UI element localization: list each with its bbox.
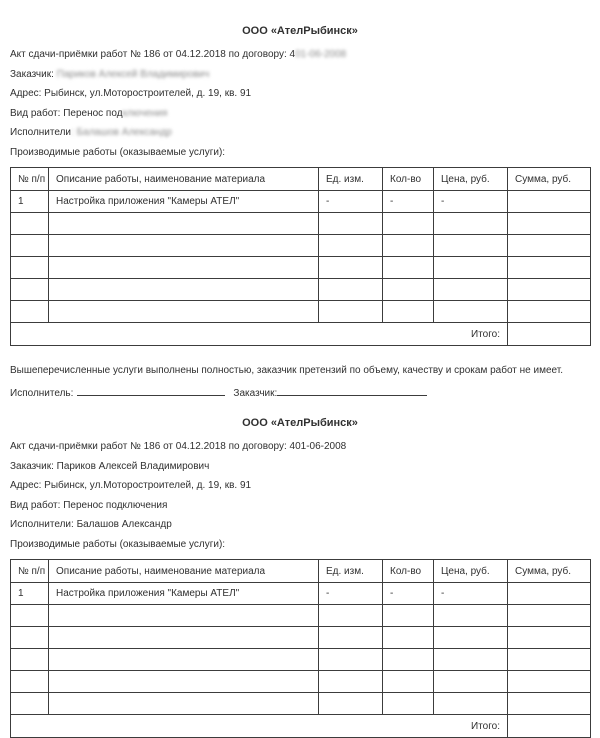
table-header-row: [11, 560, 591, 583]
table-total-row: [11, 715, 591, 738]
table-cell: [434, 213, 508, 235]
address-line: Адрес: Рыбинск, ул.Моторостроителей, д. 19, кв. 91: [10, 88, 252, 99]
executor-signature-blank: [77, 386, 225, 396]
works-table-2: [10, 559, 591, 738]
table-cell: [11, 301, 49, 323]
table-cell: -: [383, 191, 434, 213]
table-empty-row: [11, 279, 591, 301]
works-table-1: [10, 167, 591, 346]
table-cell: -: [434, 583, 508, 605]
customer-signature-label: Заказчик:: [233, 387, 278, 399]
table-cell: [508, 671, 591, 693]
table-cell: [49, 649, 319, 671]
act-number-line: Акт сдачи-приёмки работ № 186 от 04.12.2018 по договору: 401-06-2008: [10, 441, 347, 452]
table-cell: [49, 693, 319, 715]
table-cell: [319, 235, 383, 257]
table-cell: [383, 649, 434, 671]
company-title: ООО «АтелРыбинск»: [242, 25, 358, 37]
work-type-text: Вид работ: Перенос под: [10, 107, 123, 119]
table-cell: [434, 649, 508, 671]
table-cell: [508, 301, 591, 323]
table-cell: [319, 627, 383, 649]
table-cell: [508, 213, 591, 235]
act-number-text: Акт сдачи-приёмки работ № 186 от 04.12.2018 по договору: 4: [10, 49, 296, 60]
executors-line: [10, 128, 590, 139]
customer-line: [10, 70, 590, 81]
column-header: Описание работы, наименование материала: [49, 560, 319, 583]
table-cell: [434, 627, 508, 649]
executors-label: Исполнители: [10, 127, 72, 138]
table-empty-row: [11, 649, 591, 671]
table-cell: [508, 279, 591, 301]
customer-line: Заказчик: Париков Алексей Владимирович: [10, 460, 210, 472]
signature-line: [10, 386, 590, 400]
table-cell: [11, 235, 49, 257]
table-cell: -: [319, 191, 383, 213]
works-intro-line: Производимые работы (оказываемые услуги):: [10, 146, 226, 158]
table-cell: 1: [11, 191, 49, 213]
table-cell: [49, 605, 319, 627]
work-type-redacted: ключения: [122, 107, 168, 119]
table-cell: [11, 257, 49, 279]
table-empty-row: [11, 213, 591, 235]
column-header: Кол-во: [383, 168, 434, 191]
column-header: Ед. изм.: [319, 168, 383, 191]
table-cell: [11, 649, 49, 671]
table-empty-row: [11, 257, 591, 279]
work-type-line: Вид работ: Перенос подключения: [10, 499, 168, 511]
table-cell: [319, 279, 383, 301]
column-header: Цена, руб.: [434, 560, 508, 583]
act-number-line: [10, 50, 590, 61]
table-cell: [508, 693, 591, 715]
address-line: Адрес: Рыбинск, ул.Моторостроителей, д. 19, кв. 91: [10, 480, 252, 491]
executors-name-redacted: : Балашов Александр: [71, 127, 172, 138]
table-cell: [49, 627, 319, 649]
table-cell: -: [434, 191, 508, 213]
table-empty-row: [11, 301, 591, 323]
table-cell: [434, 235, 508, 257]
customer-label: Заказчик:: [10, 68, 57, 80]
table-cell: [508, 257, 591, 279]
table-cell: [508, 627, 591, 649]
table-cell: [319, 301, 383, 323]
column-header: № п/п: [11, 168, 49, 191]
table-cell: [49, 671, 319, 693]
table-cell: [383, 693, 434, 715]
table-cell: [11, 671, 49, 693]
company-title: ООО «АтелРыбинск»: [242, 417, 358, 429]
table-empty-row: [11, 627, 591, 649]
works-intro-line: Производимые работы (оказываемые услуги):: [10, 538, 226, 550]
executors-line: Исполнители: Балашов Александр: [10, 519, 172, 530]
table-cell: [319, 605, 383, 627]
completion-note: Вышеперечисленные услуги выполнены полностью, заказчик претензий по объему, качеству и срокам работ не имеет.: [10, 365, 564, 376]
table-cell: [49, 301, 319, 323]
table-cell: [434, 301, 508, 323]
table-cell: [383, 213, 434, 235]
table-cell: [319, 257, 383, 279]
column-header: Сумма, руб.: [508, 560, 591, 583]
table-cell: [434, 693, 508, 715]
table-cell: [383, 301, 434, 323]
table-cell: [319, 649, 383, 671]
table-empty-row: [11, 605, 591, 627]
table-cell: [508, 191, 591, 213]
table-cell: [49, 279, 319, 301]
act-number-redacted: 01-06-2008: [295, 49, 347, 60]
table-cell: [383, 671, 434, 693]
table-cell: [508, 605, 591, 627]
customer-signature-blank: [277, 386, 427, 396]
table-empty-row: [11, 693, 591, 715]
table-row: [11, 583, 591, 605]
act-document-copy-2: [10, 418, 590, 738]
table-cell: [508, 649, 591, 671]
table-cell: [11, 279, 49, 301]
table-cell: [49, 235, 319, 257]
table-cell: [319, 693, 383, 715]
table-cell: [434, 257, 508, 279]
total-value-cell: [508, 323, 591, 346]
table-cell: [508, 583, 591, 605]
act-document-copy-1: [10, 26, 590, 399]
column-header: Ед. изм.: [319, 560, 383, 583]
table-cell: [11, 627, 49, 649]
table-cell: [49, 213, 319, 235]
table-cell: [319, 213, 383, 235]
table-cell: Настройка приложения "Камеры АТЕЛ": [49, 191, 319, 213]
table-cell: [383, 235, 434, 257]
column-header: Кол-во: [383, 560, 434, 583]
table-cell: [434, 605, 508, 627]
table-row: [11, 191, 591, 213]
table-cell: [434, 279, 508, 301]
column-header: № п/п: [11, 560, 49, 583]
customer-name-redacted: Париков Алексей Владимирович: [56, 68, 210, 80]
table-header-row: [11, 168, 591, 191]
work-type-line: [10, 109, 590, 120]
table-cell: [49, 257, 319, 279]
total-label-cell: Итого:: [11, 323, 508, 346]
table-cell: [319, 671, 383, 693]
table-cell: [383, 279, 434, 301]
table-cell: [11, 693, 49, 715]
table-empty-row: [11, 235, 591, 257]
table-cell: [11, 213, 49, 235]
table-cell: [434, 671, 508, 693]
table-cell: [11, 605, 49, 627]
total-value-cell: [508, 715, 591, 738]
table-cell: 1: [11, 583, 49, 605]
column-header: Сумма, руб.: [508, 168, 591, 191]
column-header: Описание работы, наименование материала: [49, 168, 319, 191]
table-cell: -: [319, 583, 383, 605]
table-cell: [508, 235, 591, 257]
executor-signature-label: Исполнитель:: [10, 387, 74, 399]
total-label-cell: Итого:: [11, 715, 508, 738]
table-cell: [383, 627, 434, 649]
table-empty-row: [11, 671, 591, 693]
table-total-row: [11, 323, 591, 346]
table-cell: Настройка приложения "Камеры АТЕЛ": [49, 583, 319, 605]
table-cell: [383, 257, 434, 279]
column-header: Цена, руб.: [434, 168, 508, 191]
table-cell: [383, 605, 434, 627]
table-cell: -: [383, 583, 434, 605]
